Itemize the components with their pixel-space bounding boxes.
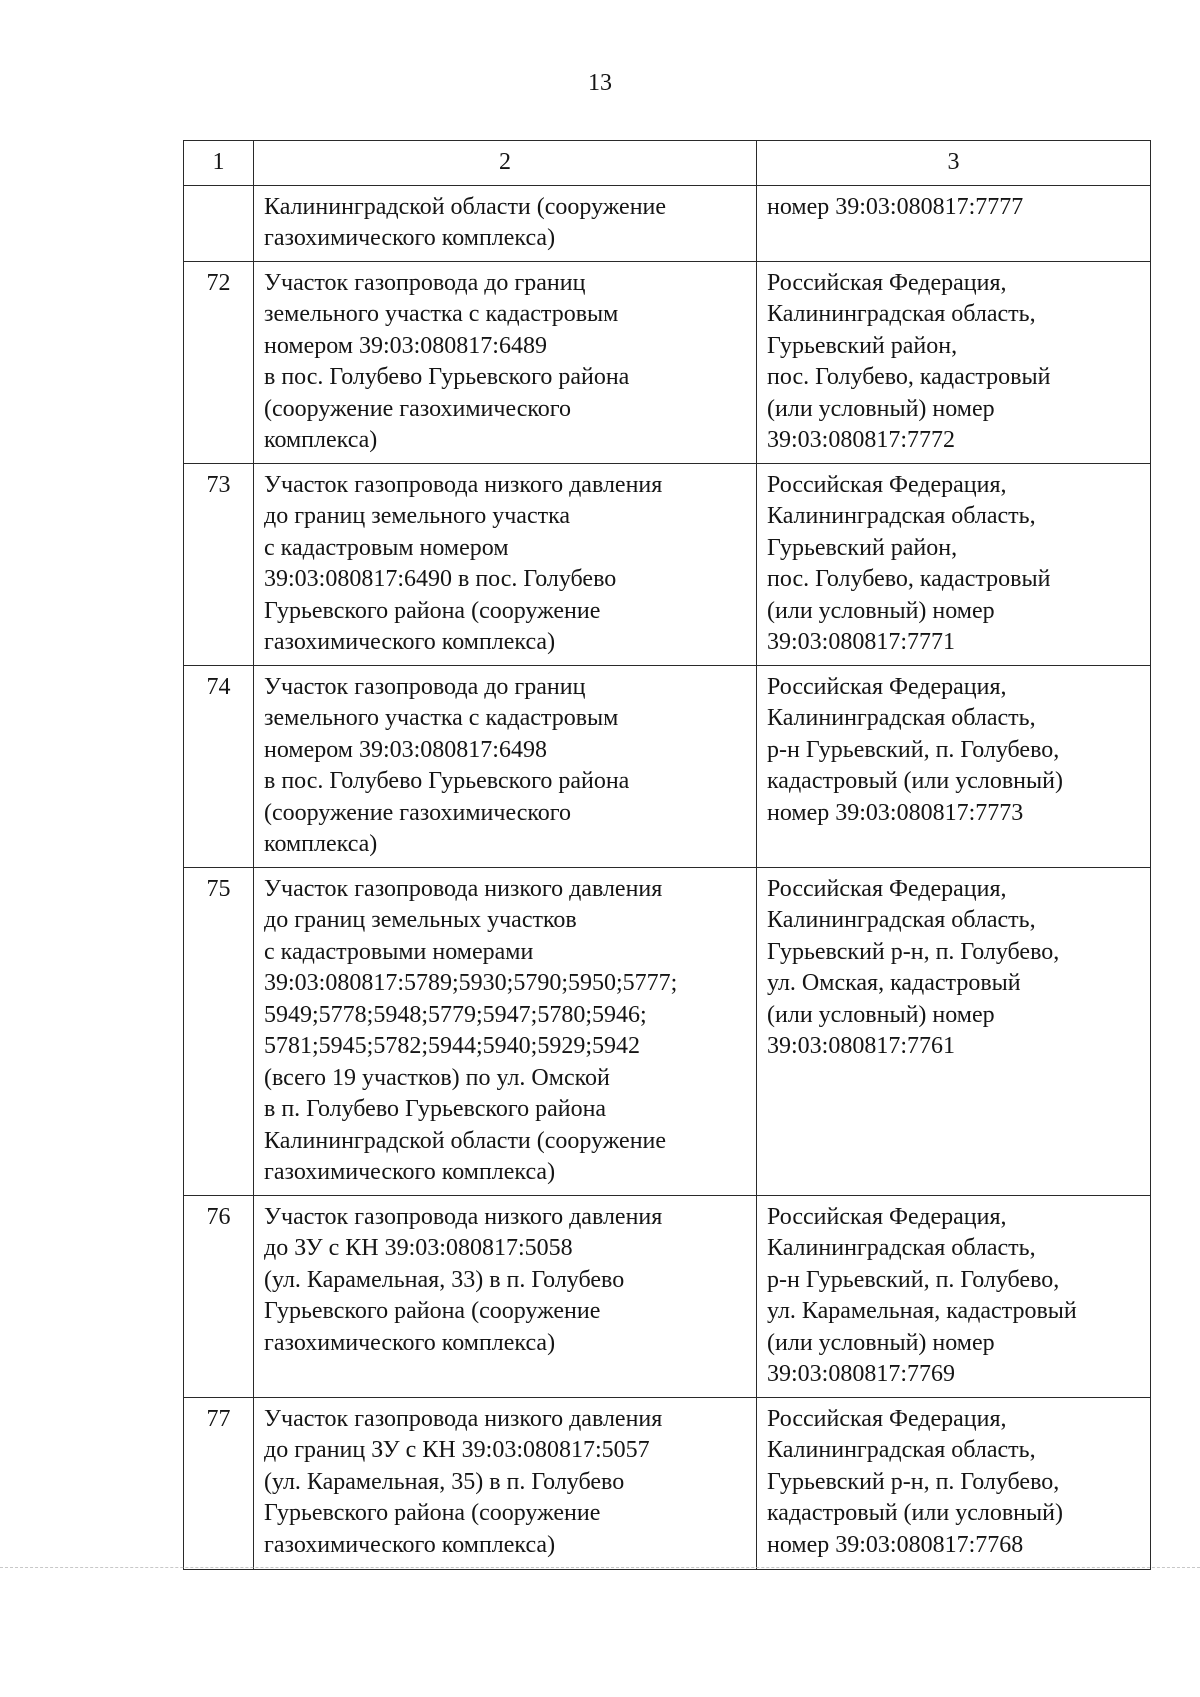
location-line: 39:03:080817:7771 (767, 629, 956, 655)
location-line: Российская Федерация, (767, 673, 1007, 700)
description-line: Калининградской области (сооружение (264, 1127, 667, 1154)
location-line: номер 39:03:080817:7777 (767, 193, 1024, 220)
description-line: до ЗУ с КН 39:03:080817:5058 (264, 1235, 573, 1261)
description-line: Участок газопровода низкого давления (264, 875, 663, 902)
description-line: (всего 19 участков) по ул. Омской (264, 1064, 610, 1091)
object-description-cell (254, 1397, 757, 1569)
description-line: газохимического комплекса) (264, 1159, 556, 1185)
description-line: номером 39:03:080817:6489 (264, 332, 547, 359)
description-line: до границ земельных участков (264, 907, 577, 933)
table-row (184, 261, 1151, 463)
location-line: ул. Омская, кадастровый (767, 970, 1021, 996)
location-line: пос. Голубево, кадастровый (767, 364, 1051, 390)
description-line: Гурьевского района (сооружение (264, 1500, 601, 1526)
description-line: Участок газопровода низкого давления (264, 1405, 663, 1432)
description-line: (сооружение газохимического (264, 395, 572, 422)
location-line: Российская Федерация, (767, 875, 1007, 902)
row-number: 72 (184, 261, 254, 463)
description-line: Участок газопровода низкого давления (264, 471, 663, 498)
location-line: р-н Гурьевский, п. Голубево, (767, 1266, 1060, 1293)
description-line: с кадастровыми номерами (264, 938, 534, 965)
row-number: 74 (184, 665, 254, 867)
location-line: (или условный) номер (767, 597, 995, 624)
object-description-cell (254, 867, 757, 1195)
description-line: комплекса) (264, 427, 378, 453)
description-line: в пос. Голубево Гурьевского района (264, 768, 630, 794)
location-line: Российская Федерация, (767, 471, 1007, 498)
row-number: 75 (184, 867, 254, 1195)
location-line: Калининградская область, (767, 1437, 1036, 1463)
description-line: 39:03:080817:6490 в пос. Голубево (264, 566, 617, 592)
table-row (184, 665, 1151, 867)
location-line: Гурьевский район, (767, 534, 958, 561)
scan-artifact-line (0, 1567, 1200, 1568)
location-line: пос. Голубево, кадастровый (767, 566, 1051, 592)
location-line: Гурьевский район, (767, 332, 958, 359)
table-header-row (184, 141, 1151, 186)
description-line: Участок газопровода низкого давления (264, 1203, 663, 1230)
table-row (184, 867, 1151, 1195)
description-line: (сооружение газохимического (264, 799, 572, 826)
location-cell (757, 185, 1151, 261)
description-line: земельного участка с кадастровым (264, 705, 619, 731)
location-line: Гурьевский р-н, п. Голубево, (767, 1468, 1060, 1495)
description-line: номером 39:03:080817:6498 (264, 736, 547, 763)
description-line: (ул. Карамельная, 35) в п. Голубево (264, 1468, 625, 1495)
object-description-cell (254, 185, 757, 261)
column-header-1: 1 (184, 141, 254, 186)
description-line: 5949;5778;5948;5779;5947;5780;5946; (264, 1001, 647, 1028)
location-cell (757, 665, 1151, 867)
location-line: (или условный) номер (767, 1329, 995, 1356)
location-line: 39:03:080817:7761 (767, 1033, 956, 1059)
location-line: номер 39:03:080817:7773 (767, 799, 1024, 826)
column-header-2: 2 (254, 141, 757, 186)
location-cell (757, 1195, 1151, 1397)
object-description-cell (254, 1195, 757, 1397)
row-number: 76 (184, 1195, 254, 1397)
description-line: газохимического комплекса) (264, 1329, 556, 1356)
location-line: Российская Федерация, (767, 1203, 1007, 1230)
row-number: 77 (184, 1397, 254, 1569)
location-line: (или условный) номер (767, 1001, 995, 1028)
location-line: кадастровый (или условный) (767, 1500, 1063, 1526)
description-line: в п. Голубево Гурьевского района (264, 1096, 607, 1122)
location-line: р-н Гурьевский, п. Голубево, (767, 736, 1060, 763)
column-header-3: 3 (757, 141, 1151, 186)
location-line: (или условный) номер (767, 395, 995, 422)
description-line: в пос. Голубево Гурьевского района (264, 364, 630, 390)
description-line: до границ ЗУ с КН 39:03:080817:5057 (264, 1437, 650, 1463)
description-line: Гурьевского района (сооружение (264, 1298, 601, 1324)
row-number: 73 (184, 463, 254, 665)
description-line: с кадастровым номером (264, 534, 509, 561)
table-row (184, 185, 1151, 261)
description-line: Участок газопровода до границ (264, 269, 586, 296)
location-line: кадастровый (или условный) (767, 768, 1063, 794)
location-line: Калининградская область, (767, 1235, 1036, 1261)
property-table (183, 140, 1151, 1570)
page-number: 13 (588, 70, 612, 96)
description-line: 39:03:080817:5789;5930;5790;5950;5777; (264, 970, 678, 996)
description-line: 5781;5945;5782;5944;5940;5929;5942 (264, 1033, 641, 1059)
location-line: Российская Федерация, (767, 269, 1007, 296)
location-line: Калининградская область, (767, 705, 1036, 731)
location-cell (757, 1397, 1151, 1569)
description-line: газохимического комплекса) (264, 629, 556, 655)
description-line: газохимического комплекса) (264, 1531, 556, 1558)
location-cell (757, 463, 1151, 665)
object-description-cell (254, 463, 757, 665)
location-line: Российская Федерация, (767, 1405, 1007, 1432)
description-line: комплекса) (264, 831, 378, 857)
description-line: газохимического комплекса) (264, 225, 556, 251)
description-line: (ул. Карамельная, 33) в п. Голубево (264, 1266, 625, 1293)
location-line: 39:03:080817:7769 (767, 1361, 956, 1387)
object-description-cell (254, 665, 757, 867)
location-line: номер 39:03:080817:7768 (767, 1531, 1024, 1558)
table-row (184, 463, 1151, 665)
object-description-cell (254, 261, 757, 463)
location-line: Гурьевский р-н, п. Голубево, (767, 938, 1060, 965)
description-line: Гурьевского района (сооружение (264, 597, 601, 624)
location-line: ул. Карамельная, кадастровый (767, 1298, 1077, 1324)
row-number (184, 185, 254, 261)
location-line: Калининградская область, (767, 907, 1036, 933)
location-cell (757, 867, 1151, 1195)
description-line: Участок газопровода до границ (264, 673, 586, 700)
location-cell (757, 261, 1151, 463)
table-row (184, 1195, 1151, 1397)
location-line: Калининградская область, (767, 503, 1036, 529)
description-line: земельного участка с кадастровым (264, 301, 619, 327)
location-line: 39:03:080817:7772 (767, 427, 956, 453)
description-line: Калининградской области (сооружение (264, 193, 667, 220)
description-line: до границ земельного участка (264, 503, 571, 529)
location-line: Калининградская область, (767, 301, 1036, 327)
table-row (184, 1397, 1151, 1569)
